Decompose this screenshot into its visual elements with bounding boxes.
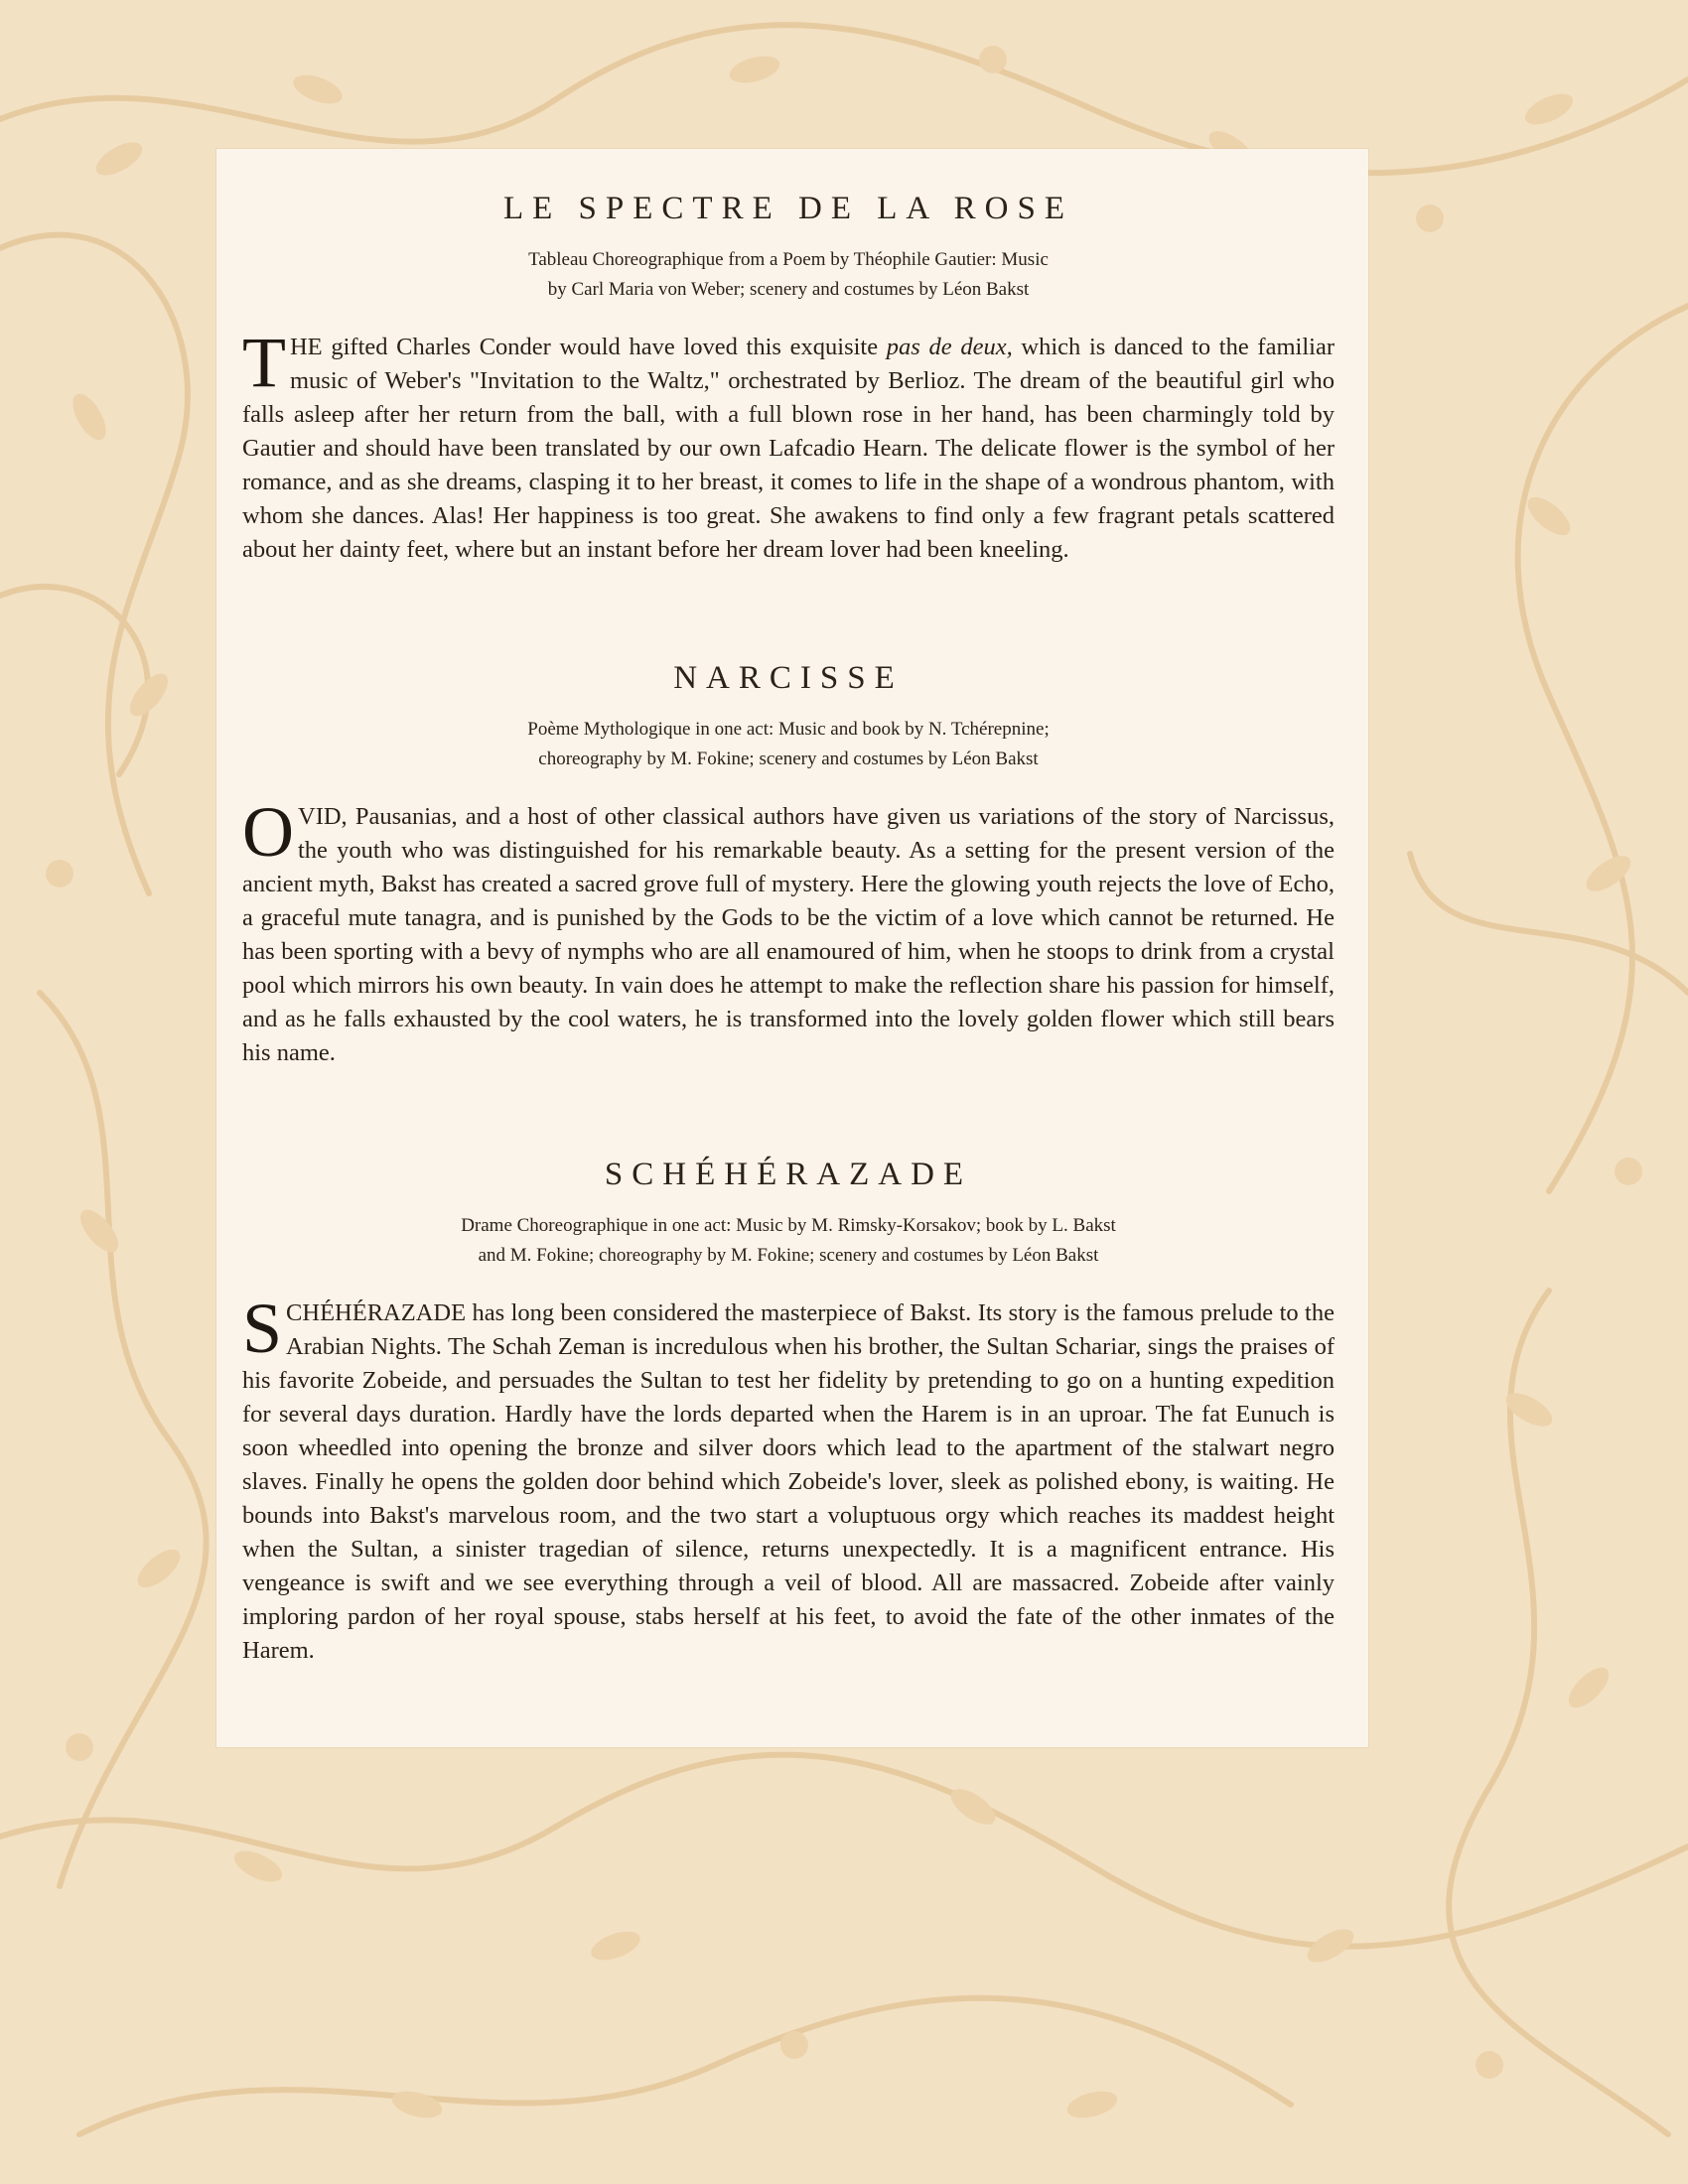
subtitle-line-1: Poème Mythologique in one act: Music and book by N. Tchérepnine; [527,719,1050,740]
section-body [242,792,1335,1070]
subtitle-line-2: and M. Fokine; choreography by M. Fokine; scenery and costumes by Léon Bakst [478,1245,1099,1266]
section-title: SCHÉHÉRAZADE [604,1157,973,1192]
subtitle-line-1: Drame Choreographique in one act: Music by M. Rimsky-Korsakov; book by L. Bakst [461,1215,1116,1236]
section-title: LE SPECTRE DE LA ROSE [502,191,1074,226]
first-word: HE [289,334,323,360]
section-subtitle [242,715,1335,774]
subtitle-line-2: by Carl Maria von Weber; scenery and costumes by Léon Bakst [547,279,1030,300]
section-narcisse [242,660,1335,1070]
section-subtitle [242,1211,1335,1271]
body-text: gifted Charles Conder would have loved this exquisite [322,334,887,360]
drop-cap: S [242,1289,283,1368]
subtitle-line-2: choreography by M. Fokine; scenery and costumes by Léon Bakst [538,749,1039,769]
body-text-continued: which is danced to the familiar music of Weber's "Invitation to the Waltz," orchestrated by Berlioz. The dream of the beautiful girl who falls asleep after her return from the ball, with a full blown rose in her hand, has been charmingly told by Gautier and should have been translated by our own Lafcadio Hearn. The delicate flower is the symbol of her romance, and as she dreams, clasping it to her breast, it comes to life in the shape of a wondrous phantom, with whom she dances. Alas! Her happiness is too great. She awakens to find only a few fragrant petals scattered about her dainty feet, where but an instant before her dream lover had been kneeling. [242,334,1335,563]
body-text: has long been considered the masterpiece of Bakst. Its story is the famous prelude to the Arabian Nights. The Schah Zeman is incredulous when his brother, the Sultan Schariar, sings the praises of his favorite Zobeide, and persuades the Sultan to test her fidelity by pretending to go on a hunting expedition for several days duration. Hardly have the lords departed when the Harem is in an uproar. The fat Eunuch is soon wheedled into opening the bronze and silver doors which lead to the apartment of the stalwart negro slaves. Finally he opens the golden door behind which Zobeide's lover, sleek as polished ebony, is waiting. He bounds into Bakst's marvelous room, and the two start a voluptuous orgy which reaches its maddest height when the Sultan, a sinister tragedian of silence, returns unexpectedly. It is a magnificent entrance. His vengeance is swift and we see everything through a veil of blood. All are massacred. Zobeide after vainly imploring pardon of her royal spouse, stabs herself at his feet, to avoid the fate of the other inmates of the Harem. [242,1299,1335,1664]
first-word: CHÉHÉRAZADE [286,1299,467,1326]
section-body [242,1289,1335,1668]
subtitle-line-1: Tableau Choreographique from a Poem by Théophile Gautier: Music [528,249,1049,270]
section-le-spectre-de-la-rose [242,191,1335,567]
section-body [242,323,1335,567]
drop-cap: T [242,323,286,402]
first-word: VID, [298,803,348,830]
section-scheherazade [242,1157,1335,1668]
body-italic-text: pas de deux, [886,334,1013,360]
section-subtitle [242,245,1335,305]
body-text: Pausanias, and a host of other classical authors have given us variations of the story of Narcissus, the youth who was distinguished for his remarkable beauty. As a setting for the present version of the ancient myth, Bakst has created a sacred grove full of mystery. Here the glowing youth rejects the love of Echo, a graceful mute tanagra, and is punished by the Gods to be the victim of a love which cannot be returned. He has been sporting with a bevy of nymphs who are all enamoured of him, when he stoops to drink from a crystal pool which mirrors his own beauty. In vain does he attempt to make the reflection share his passion for himself, and as he falls exhausted by the cool waters, he is transformed into the lovely golden flower which still bears his name. [242,803,1335,1066]
section-title: NARCISSE [673,660,904,696]
drop-cap: O [242,792,294,872]
